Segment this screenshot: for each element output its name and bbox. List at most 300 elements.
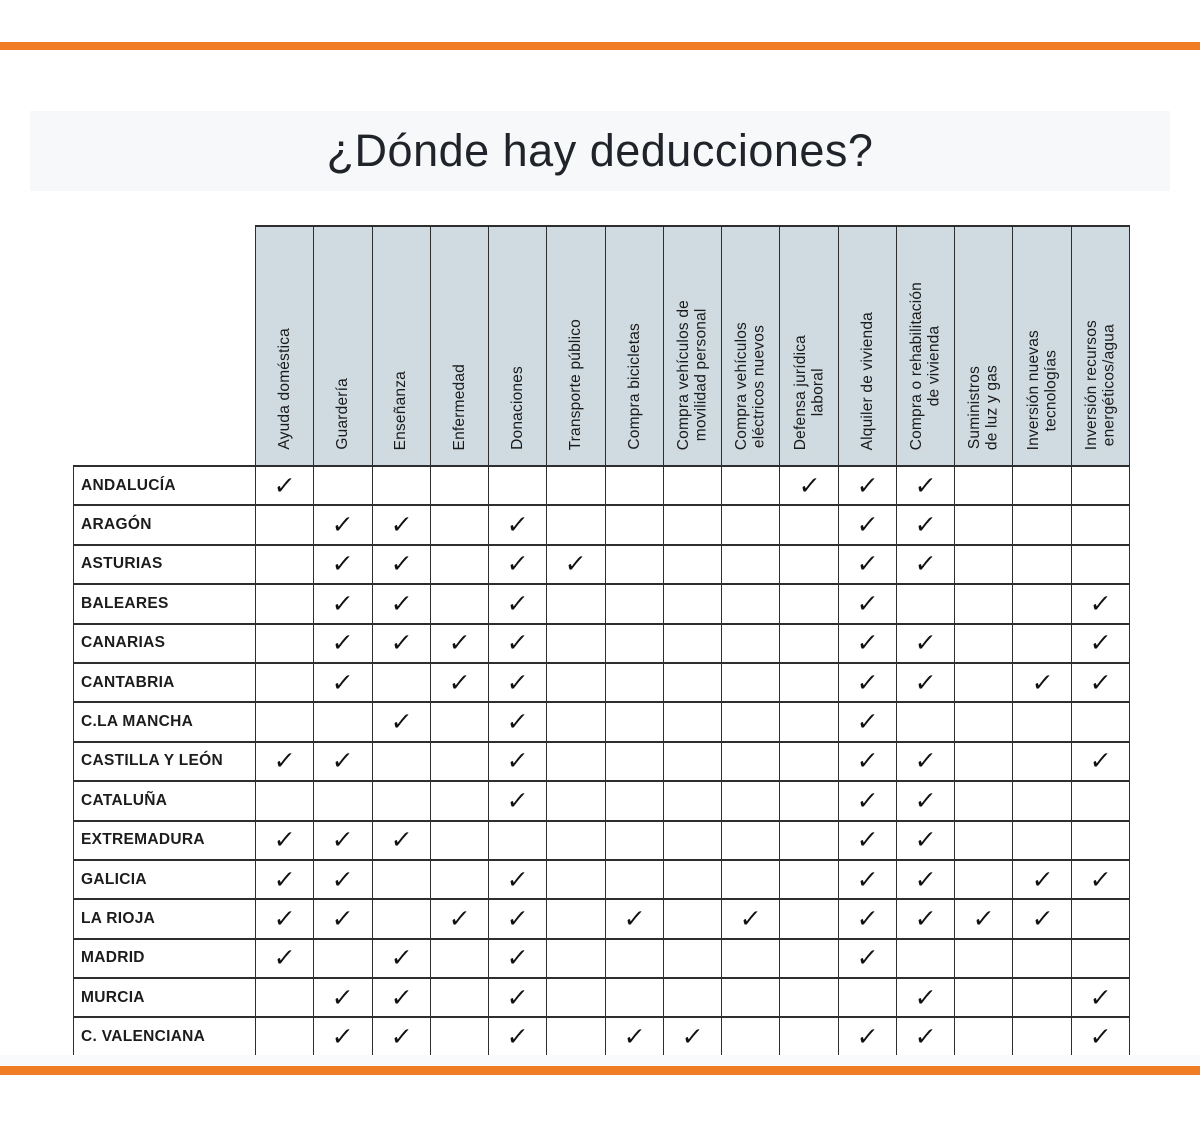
empty-cell bbox=[722, 545, 780, 584]
check-cell bbox=[1071, 584, 1129, 623]
column-header bbox=[896, 226, 954, 466]
empty-cell bbox=[547, 781, 605, 820]
check-icon: ✓ bbox=[913, 864, 938, 894]
empty-cell bbox=[430, 781, 488, 820]
check-cell bbox=[256, 821, 314, 860]
check-cell bbox=[722, 899, 780, 938]
empty-cell bbox=[780, 545, 838, 584]
empty-cell bbox=[663, 899, 721, 938]
check-cell bbox=[1013, 663, 1071, 702]
empty-cell bbox=[1013, 821, 1071, 860]
empty-cell bbox=[663, 860, 721, 899]
check-cell bbox=[838, 584, 896, 623]
column-header bbox=[838, 226, 896, 466]
check-cell bbox=[838, 742, 896, 781]
check-cell bbox=[605, 899, 663, 938]
column-header-label: Compra o rehabilitación de vivienda bbox=[908, 281, 943, 450]
check-icon: ✓ bbox=[913, 549, 938, 579]
check-icon: ✓ bbox=[389, 943, 414, 973]
empty-cell bbox=[372, 466, 430, 505]
empty-cell bbox=[722, 781, 780, 820]
empty-cell bbox=[955, 939, 1013, 978]
region-label: ASTURIAS bbox=[74, 545, 256, 584]
check-cell bbox=[896, 505, 954, 544]
empty-cell bbox=[372, 860, 430, 899]
check-cell bbox=[256, 742, 314, 781]
check-icon: ✓ bbox=[855, 943, 880, 973]
check-icon: ✓ bbox=[913, 785, 938, 815]
empty-cell bbox=[780, 1017, 838, 1057]
check-cell bbox=[489, 781, 547, 820]
empty-cell bbox=[896, 584, 954, 623]
check-icon: ✓ bbox=[505, 707, 530, 737]
check-cell bbox=[372, 584, 430, 623]
empty-cell bbox=[256, 624, 314, 663]
page-title: ¿Dónde hay deducciones? bbox=[326, 125, 874, 176]
check-icon: ✓ bbox=[447, 903, 472, 933]
empty-cell bbox=[838, 978, 896, 1017]
empty-cell bbox=[1013, 939, 1071, 978]
column-header-label: Inversión recursos energéticos/agua bbox=[1082, 319, 1118, 450]
table-row bbox=[74, 702, 1130, 741]
check-cell bbox=[896, 821, 954, 860]
empty-cell bbox=[722, 466, 780, 505]
empty-cell bbox=[722, 939, 780, 978]
check-cell bbox=[838, 1017, 896, 1057]
check-cell bbox=[372, 939, 430, 978]
empty-cell bbox=[780, 702, 838, 741]
check-icon: ✓ bbox=[330, 1022, 355, 1052]
check-cell bbox=[314, 899, 372, 938]
empty-cell bbox=[605, 781, 663, 820]
empty-cell bbox=[1071, 466, 1129, 505]
region-label: GALICIA bbox=[74, 860, 256, 899]
region-label: CASTILLA Y LEÓN bbox=[74, 742, 256, 781]
check-cell bbox=[489, 742, 547, 781]
check-icon: ✓ bbox=[971, 903, 996, 933]
empty-cell bbox=[780, 939, 838, 978]
check-icon: ✓ bbox=[563, 549, 588, 579]
check-icon: ✓ bbox=[738, 903, 763, 933]
empty-cell bbox=[605, 466, 663, 505]
empty-cell bbox=[722, 505, 780, 544]
empty-cell bbox=[780, 584, 838, 623]
empty-cell bbox=[605, 742, 663, 781]
empty-cell bbox=[314, 781, 372, 820]
table-row bbox=[74, 1017, 1130, 1057]
check-cell bbox=[838, 663, 896, 702]
empty-cell bbox=[605, 939, 663, 978]
column-header bbox=[1013, 226, 1071, 466]
corner-cell bbox=[74, 226, 256, 466]
check-icon: ✓ bbox=[389, 588, 414, 618]
empty-cell bbox=[605, 663, 663, 702]
check-cell bbox=[314, 860, 372, 899]
check-icon: ✓ bbox=[913, 746, 938, 776]
empty-cell bbox=[722, 978, 780, 1017]
check-icon: ✓ bbox=[1088, 1022, 1113, 1052]
check-icon: ✓ bbox=[913, 470, 938, 500]
check-icon: ✓ bbox=[389, 1022, 414, 1052]
check-icon: ✓ bbox=[855, 1022, 880, 1052]
check-icon: ✓ bbox=[913, 903, 938, 933]
check-icon: ✓ bbox=[389, 982, 414, 1012]
check-icon: ✓ bbox=[272, 903, 297, 933]
column-header-label: Suministros de luz y gas bbox=[966, 364, 1001, 450]
empty-cell bbox=[1013, 702, 1071, 741]
check-cell bbox=[780, 466, 838, 505]
empty-cell bbox=[547, 505, 605, 544]
empty-cell bbox=[722, 821, 780, 860]
empty-cell bbox=[547, 978, 605, 1017]
check-cell bbox=[838, 939, 896, 978]
empty-cell bbox=[896, 702, 954, 741]
check-icon: ✓ bbox=[505, 628, 530, 658]
check-cell bbox=[430, 663, 488, 702]
check-icon: ✓ bbox=[855, 746, 880, 776]
region-label: MURCIA bbox=[74, 978, 256, 1017]
empty-cell bbox=[663, 663, 721, 702]
column-header bbox=[547, 226, 605, 466]
check-icon: ✓ bbox=[330, 864, 355, 894]
check-cell bbox=[372, 545, 430, 584]
empty-cell bbox=[1013, 978, 1071, 1017]
empty-cell bbox=[489, 466, 547, 505]
column-header bbox=[314, 226, 372, 466]
check-icon: ✓ bbox=[855, 628, 880, 658]
check-icon: ✓ bbox=[447, 667, 472, 697]
region-label: C.LA MANCHA bbox=[74, 702, 256, 741]
check-cell bbox=[489, 505, 547, 544]
empty-cell bbox=[372, 781, 430, 820]
region-label: ARAGÓN bbox=[74, 505, 256, 544]
region-label: CANARIAS bbox=[74, 624, 256, 663]
check-cell bbox=[314, 663, 372, 702]
empty-cell bbox=[722, 624, 780, 663]
empty-cell bbox=[955, 545, 1013, 584]
check-cell bbox=[1071, 624, 1129, 663]
check-cell bbox=[1071, 860, 1129, 899]
empty-cell bbox=[780, 742, 838, 781]
empty-cell bbox=[1071, 899, 1129, 938]
empty-cell bbox=[1071, 505, 1129, 544]
check-cell bbox=[489, 545, 547, 584]
check-cell bbox=[489, 1017, 547, 1057]
empty-cell bbox=[256, 545, 314, 584]
empty-cell bbox=[663, 545, 721, 584]
check-cell bbox=[896, 545, 954, 584]
table-row bbox=[74, 545, 1130, 584]
check-cell bbox=[838, 466, 896, 505]
check-icon: ✓ bbox=[505, 864, 530, 894]
check-cell bbox=[256, 939, 314, 978]
check-cell bbox=[896, 899, 954, 938]
check-icon: ✓ bbox=[389, 549, 414, 579]
check-cell bbox=[1013, 899, 1071, 938]
empty-cell bbox=[1013, 742, 1071, 781]
table-header bbox=[74, 226, 1130, 466]
check-cell bbox=[372, 1017, 430, 1057]
region-label: BALEARES bbox=[74, 584, 256, 623]
region-label: ANDALUCÍA bbox=[74, 466, 256, 505]
empty-cell bbox=[722, 1017, 780, 1057]
empty-cell bbox=[372, 742, 430, 781]
bottom-light-band bbox=[0, 1055, 1200, 1066]
column-header bbox=[605, 226, 663, 466]
check-icon: ✓ bbox=[913, 667, 938, 697]
empty-cell bbox=[256, 584, 314, 623]
empty-cell bbox=[955, 584, 1013, 623]
empty-cell bbox=[430, 978, 488, 1017]
check-icon: ✓ bbox=[855, 667, 880, 697]
column-header bbox=[430, 226, 488, 466]
check-cell bbox=[896, 1017, 954, 1057]
check-icon: ✓ bbox=[1088, 588, 1113, 618]
check-cell bbox=[314, 821, 372, 860]
check-cell bbox=[1071, 1017, 1129, 1057]
empty-cell bbox=[722, 860, 780, 899]
check-cell bbox=[314, 624, 372, 663]
column-header-label: Compra vehículos eléctricos nuevos bbox=[733, 321, 768, 450]
check-cell bbox=[314, 1017, 372, 1057]
column-header-label: Compra vehículos de movilidad personal bbox=[675, 299, 710, 450]
check-cell bbox=[430, 624, 488, 663]
check-cell bbox=[489, 624, 547, 663]
table-row bbox=[74, 939, 1130, 978]
check-cell bbox=[896, 860, 954, 899]
check-icon: ✓ bbox=[1030, 903, 1055, 933]
check-cell bbox=[838, 821, 896, 860]
empty-cell bbox=[780, 821, 838, 860]
region-label: CATALUÑA bbox=[74, 781, 256, 820]
check-cell bbox=[372, 505, 430, 544]
empty-cell bbox=[547, 821, 605, 860]
check-icon: ✓ bbox=[272, 746, 297, 776]
check-icon: ✓ bbox=[622, 903, 647, 933]
table-row bbox=[74, 860, 1130, 899]
empty-cell bbox=[955, 742, 1013, 781]
check-icon: ✓ bbox=[505, 746, 530, 776]
empty-cell bbox=[955, 860, 1013, 899]
empty-cell bbox=[430, 702, 488, 741]
check-icon: ✓ bbox=[389, 510, 414, 540]
check-icon: ✓ bbox=[505, 549, 530, 579]
empty-cell bbox=[547, 939, 605, 978]
empty-cell bbox=[430, 545, 488, 584]
empty-cell bbox=[1013, 1017, 1071, 1057]
empty-cell bbox=[256, 663, 314, 702]
check-icon: ✓ bbox=[389, 628, 414, 658]
check-cell bbox=[1071, 742, 1129, 781]
empty-cell bbox=[605, 624, 663, 663]
empty-cell bbox=[1013, 584, 1071, 623]
table-row bbox=[74, 663, 1130, 702]
check-icon: ✓ bbox=[855, 903, 880, 933]
empty-cell bbox=[314, 466, 372, 505]
check-icon: ✓ bbox=[1088, 667, 1113, 697]
table-row bbox=[74, 624, 1130, 663]
empty-cell bbox=[955, 624, 1013, 663]
empty-cell bbox=[780, 899, 838, 938]
empty-cell bbox=[1071, 781, 1129, 820]
empty-cell bbox=[430, 505, 488, 544]
column-header bbox=[722, 226, 780, 466]
check-icon: ✓ bbox=[1088, 982, 1113, 1012]
table-row bbox=[74, 821, 1130, 860]
check-icon: ✓ bbox=[389, 707, 414, 737]
header-row bbox=[74, 226, 1130, 466]
check-icon: ✓ bbox=[505, 982, 530, 1012]
empty-cell bbox=[722, 742, 780, 781]
empty-cell bbox=[722, 663, 780, 702]
empty-cell bbox=[430, 821, 488, 860]
empty-cell bbox=[955, 1017, 1013, 1057]
empty-cell bbox=[256, 702, 314, 741]
check-icon: ✓ bbox=[855, 707, 880, 737]
check-icon: ✓ bbox=[330, 667, 355, 697]
check-cell bbox=[314, 584, 372, 623]
empty-cell bbox=[605, 978, 663, 1017]
empty-cell bbox=[430, 1017, 488, 1057]
check-icon: ✓ bbox=[272, 943, 297, 973]
empty-cell bbox=[663, 781, 721, 820]
check-icon: ✓ bbox=[330, 588, 355, 618]
check-icon: ✓ bbox=[330, 825, 355, 855]
empty-cell bbox=[547, 742, 605, 781]
title-band bbox=[30, 111, 1170, 191]
check-cell bbox=[489, 663, 547, 702]
empty-cell bbox=[1071, 821, 1129, 860]
empty-cell bbox=[430, 939, 488, 978]
check-icon: ✓ bbox=[913, 982, 938, 1012]
check-icon: ✓ bbox=[272, 825, 297, 855]
empty-cell bbox=[663, 584, 721, 623]
check-cell bbox=[489, 939, 547, 978]
table-row bbox=[74, 742, 1130, 781]
empty-cell bbox=[430, 584, 488, 623]
check-icon: ✓ bbox=[505, 1022, 530, 1052]
empty-cell bbox=[605, 545, 663, 584]
empty-cell bbox=[547, 466, 605, 505]
check-icon: ✓ bbox=[913, 1022, 938, 1052]
check-cell bbox=[314, 545, 372, 584]
column-header bbox=[1071, 226, 1129, 466]
empty-cell bbox=[663, 505, 721, 544]
empty-cell bbox=[372, 899, 430, 938]
empty-cell bbox=[605, 505, 663, 544]
check-cell bbox=[547, 545, 605, 584]
empty-cell bbox=[605, 584, 663, 623]
table-row bbox=[74, 899, 1130, 938]
empty-cell bbox=[1013, 624, 1071, 663]
check-icon: ✓ bbox=[330, 903, 355, 933]
empty-cell bbox=[547, 860, 605, 899]
check-icon: ✓ bbox=[855, 549, 880, 579]
empty-cell bbox=[663, 939, 721, 978]
check-icon: ✓ bbox=[855, 864, 880, 894]
empty-cell bbox=[663, 742, 721, 781]
empty-cell bbox=[547, 584, 605, 623]
empty-cell bbox=[605, 702, 663, 741]
column-header-label: Donaciones bbox=[509, 366, 527, 450]
check-icon: ✓ bbox=[855, 588, 880, 618]
empty-cell bbox=[780, 624, 838, 663]
check-icon: ✓ bbox=[505, 588, 530, 618]
check-cell bbox=[838, 545, 896, 584]
check-cell bbox=[430, 899, 488, 938]
region-label: MADRID bbox=[74, 939, 256, 978]
empty-cell bbox=[663, 821, 721, 860]
empty-cell bbox=[256, 978, 314, 1017]
check-cell bbox=[838, 781, 896, 820]
check-cell bbox=[256, 899, 314, 938]
check-cell bbox=[489, 702, 547, 741]
check-icon: ✓ bbox=[913, 628, 938, 658]
table-row bbox=[74, 584, 1130, 623]
column-header-label: Transporte público bbox=[567, 318, 585, 450]
check-cell bbox=[489, 899, 547, 938]
empty-cell bbox=[722, 702, 780, 741]
column-header bbox=[256, 226, 314, 466]
check-icon: ✓ bbox=[1088, 746, 1113, 776]
check-icon: ✓ bbox=[913, 510, 938, 540]
empty-cell bbox=[605, 821, 663, 860]
empty-cell bbox=[955, 978, 1013, 1017]
empty-cell bbox=[605, 860, 663, 899]
check-cell bbox=[372, 978, 430, 1017]
check-cell bbox=[314, 505, 372, 544]
region-label: CANTABRIA bbox=[74, 663, 256, 702]
check-cell bbox=[489, 978, 547, 1017]
empty-cell bbox=[1071, 702, 1129, 741]
check-cell bbox=[372, 821, 430, 860]
check-cell bbox=[489, 860, 547, 899]
check-cell bbox=[372, 702, 430, 741]
check-cell bbox=[896, 466, 954, 505]
check-cell bbox=[838, 624, 896, 663]
check-cell bbox=[314, 742, 372, 781]
top-accent-bar bbox=[0, 42, 1200, 50]
empty-cell bbox=[780, 505, 838, 544]
table-row bbox=[74, 978, 1130, 1017]
column-header-label: Compra bicicletas bbox=[625, 323, 643, 450]
empty-cell bbox=[663, 702, 721, 741]
check-icon: ✓ bbox=[1030, 864, 1055, 894]
empty-cell bbox=[955, 663, 1013, 702]
empty-cell bbox=[955, 821, 1013, 860]
empty-cell bbox=[896, 939, 954, 978]
check-cell bbox=[256, 860, 314, 899]
check-icon: ✓ bbox=[505, 943, 530, 973]
empty-cell bbox=[1013, 466, 1071, 505]
check-cell bbox=[489, 584, 547, 623]
check-cell bbox=[314, 978, 372, 1017]
check-icon: ✓ bbox=[1030, 667, 1055, 697]
empty-cell bbox=[372, 663, 430, 702]
check-icon: ✓ bbox=[680, 1022, 705, 1052]
check-cell bbox=[1013, 860, 1071, 899]
check-icon: ✓ bbox=[855, 825, 880, 855]
empty-cell bbox=[547, 899, 605, 938]
column-header bbox=[780, 226, 838, 466]
empty-cell bbox=[780, 663, 838, 702]
empty-cell bbox=[1013, 545, 1071, 584]
check-icon: ✓ bbox=[622, 1022, 647, 1052]
empty-cell bbox=[955, 505, 1013, 544]
empty-cell bbox=[547, 1017, 605, 1057]
empty-cell bbox=[430, 466, 488, 505]
table-row bbox=[74, 781, 1130, 820]
